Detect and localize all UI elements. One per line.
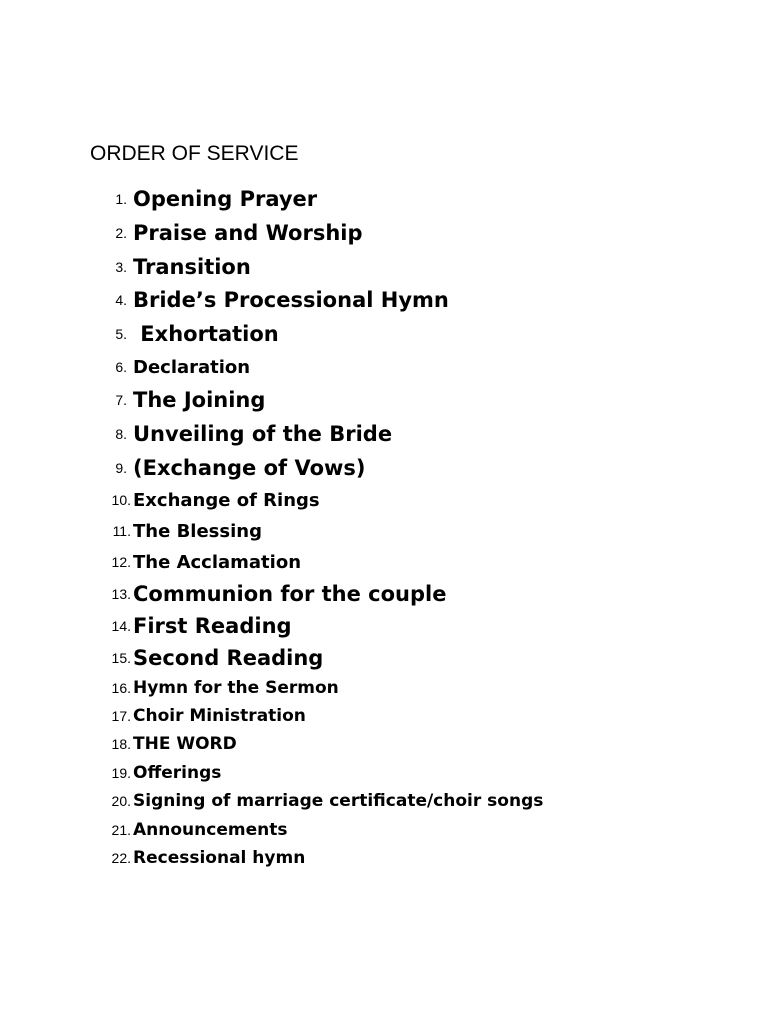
item-label: Signing of marriage certificate/choir songs [133, 791, 544, 811]
item-label: The Joining [133, 388, 266, 412]
item-label: Offerings [133, 763, 222, 783]
list-item [0, 547, 301, 577]
item-label: Unveiling of the Bride [133, 422, 393, 446]
list-item [0, 701, 306, 731]
item-number: 14. [111, 618, 131, 634]
list-item [0, 453, 366, 483]
list-item [0, 729, 237, 759]
item-number: 9. [115, 460, 127, 476]
item-number: 12. [111, 554, 131, 570]
item-number: 5. [115, 326, 127, 342]
list-item [0, 673, 339, 703]
item-label: Declaration [133, 356, 251, 378]
item-label: Second Reading [133, 646, 324, 670]
item-number: 11. [112, 523, 131, 539]
list-item [0, 218, 363, 248]
item-number: 3. [115, 259, 127, 275]
item-number: 1. [115, 191, 127, 207]
list-item [0, 579, 446, 609]
item-number: 4. [115, 292, 127, 308]
item-label: (Exchange of Vows) [133, 456, 366, 480]
list-item [0, 815, 287, 845]
list-item [0, 758, 221, 788]
item-number: 2. [115, 225, 127, 241]
item-label: Recessional hymn [133, 848, 306, 868]
list-item [0, 485, 320, 515]
item-label: Communion for the couple [133, 582, 447, 606]
item-number: 20. [111, 793, 131, 809]
item-number: 8. [115, 426, 127, 442]
item-label: Bride’s Processional Hymn [133, 288, 449, 312]
item-label: Praise and Worship [133, 221, 363, 245]
page-title: ORDER OF SERVICE [90, 142, 299, 165]
item-number: 16. [111, 680, 131, 696]
item-number: 6. [115, 359, 127, 375]
list-item [0, 285, 449, 315]
item-label: Choir Ministration [133, 706, 306, 726]
item-number: 21. [111, 822, 131, 838]
list-item [0, 786, 543, 816]
item-label: THE WORD [133, 734, 237, 754]
list-item [0, 643, 323, 673]
list-item [0, 352, 250, 382]
item-label: Exchange of Rings [133, 489, 320, 511]
list-item [0, 319, 279, 349]
item-number: 13. [111, 586, 131, 602]
item-label: Opening Prayer [133, 187, 318, 211]
list-item [0, 611, 292, 641]
item-label: The Acclamation [133, 551, 302, 573]
item-number: 7. [115, 392, 127, 408]
item-label: Hymn for the Sermon [133, 678, 339, 698]
item-label: Exhortation [133, 322, 279, 346]
list-item [0, 516, 262, 546]
item-number: 19. [111, 765, 131, 781]
item-label: Announcements [133, 820, 288, 840]
list-item [0, 385, 265, 415]
item-label: The Blessing [133, 520, 262, 542]
list-item [0, 419, 392, 449]
list-item [0, 184, 317, 214]
item-number: 10. [111, 492, 131, 508]
item-label: Transition [133, 255, 251, 279]
list-item [0, 843, 305, 873]
item-label: First Reading [133, 614, 292, 638]
item-number: 22. [111, 850, 131, 866]
item-number: 18. [111, 736, 131, 752]
item-number: 15. [111, 650, 131, 666]
item-number: 17. [111, 708, 131, 724]
list-item [0, 252, 251, 282]
